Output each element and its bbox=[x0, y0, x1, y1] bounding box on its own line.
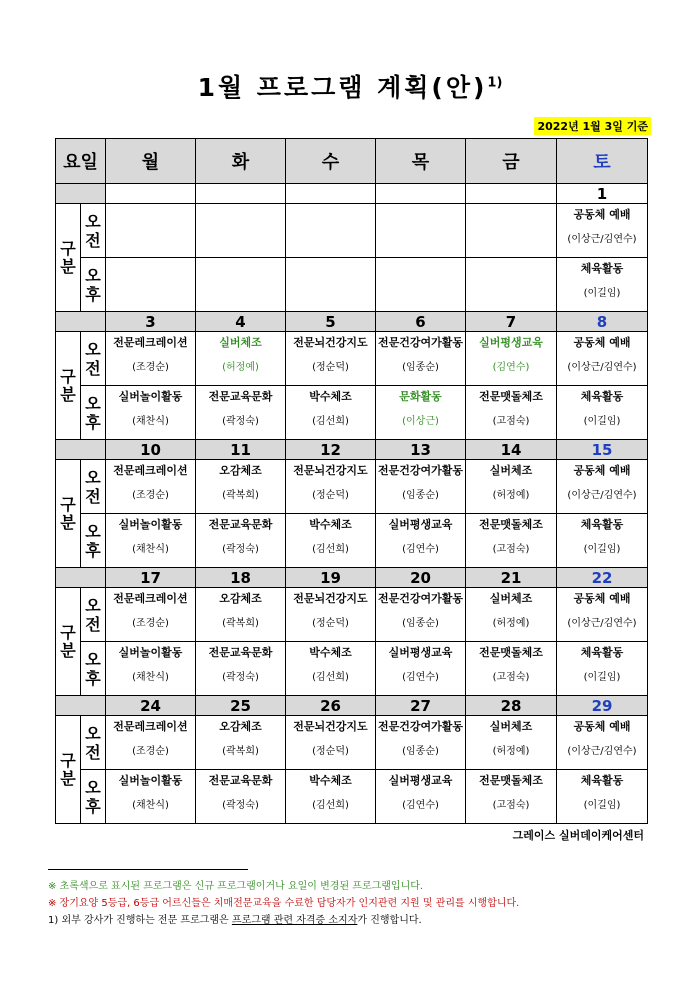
pm-label bbox=[81, 258, 106, 312]
program-name: 전문레크레이션 bbox=[113, 336, 188, 349]
program-name: 실버체조 bbox=[219, 336, 262, 349]
date-cell: 17 bbox=[106, 568, 196, 588]
program-name: 전문건강여가활동 bbox=[377, 592, 463, 605]
program-cell bbox=[466, 716, 557, 770]
am-label bbox=[81, 332, 106, 386]
staff-name: (이상근/김연수) bbox=[567, 234, 637, 245]
date-cell: 11 bbox=[196, 440, 286, 460]
program-cell bbox=[466, 258, 557, 312]
program-cell bbox=[466, 332, 557, 386]
title-footnote-mark: 1) bbox=[487, 75, 503, 91]
program-cell bbox=[557, 332, 648, 386]
date-row-lead bbox=[56, 312, 106, 332]
am-label bbox=[81, 588, 106, 642]
staff-name: (허정예) bbox=[492, 746, 530, 757]
staff-name: (정순덕) bbox=[312, 362, 349, 373]
gubun-label bbox=[56, 332, 81, 440]
program-cell bbox=[286, 204, 376, 258]
program-name: 전문뇌건강지도 bbox=[293, 336, 368, 349]
pm-row bbox=[56, 770, 648, 824]
program-cell bbox=[557, 258, 648, 312]
am-row bbox=[56, 460, 648, 514]
program-name: 전문뇌건강지도 bbox=[293, 720, 368, 733]
staff-name: (이길임) bbox=[583, 544, 621, 555]
staff-name: (임종순) bbox=[402, 618, 439, 629]
program-cell bbox=[196, 460, 286, 514]
program-cell bbox=[196, 770, 286, 824]
staff-name: (정순덕) bbox=[312, 746, 349, 757]
program-cell bbox=[376, 258, 466, 312]
date-cell bbox=[196, 184, 286, 204]
date-cell: 13 bbox=[376, 440, 466, 460]
program-cell bbox=[557, 588, 648, 642]
date-cell: 27 bbox=[376, 696, 466, 716]
program-name: 전문교육문화 bbox=[208, 518, 273, 531]
staff-name: (김연수) bbox=[402, 800, 439, 811]
pm-text: 오후 bbox=[85, 393, 101, 432]
program-name: 공동체 예배 bbox=[573, 720, 631, 733]
program-name: 오감체조 bbox=[219, 720, 262, 733]
date-row bbox=[56, 440, 648, 460]
program-cell bbox=[106, 588, 196, 642]
program-name: 전문레크레이션 bbox=[113, 720, 188, 733]
basis-date-badge: 2022년 1월 3일 기준 bbox=[534, 117, 651, 135]
staff-name: (김선희) bbox=[312, 800, 349, 811]
staff-name: (조경순) bbox=[132, 618, 169, 629]
program-name: 공동체 예배 bbox=[573, 464, 631, 477]
am-text: 오전 bbox=[85, 339, 101, 378]
date-row-lead bbox=[56, 696, 106, 716]
footnote-divider bbox=[48, 869, 248, 870]
date-cell: 12 bbox=[286, 440, 376, 460]
weekday-header: 월 bbox=[106, 139, 196, 184]
staff-name: (고점숙) bbox=[492, 544, 530, 555]
date-cell bbox=[376, 184, 466, 204]
program-name: 오감체조 bbox=[219, 592, 262, 605]
program-name: 체육활동 bbox=[580, 646, 624, 659]
program-cell bbox=[376, 386, 466, 440]
program-cell bbox=[376, 716, 466, 770]
program-cell bbox=[466, 460, 557, 514]
center-name: 그레이스 실버데이케어센터 bbox=[512, 829, 644, 842]
date-cell: 5 bbox=[286, 312, 376, 332]
am-text: 오전 bbox=[85, 467, 101, 506]
program-cell bbox=[106, 460, 196, 514]
program-cell bbox=[557, 386, 648, 440]
program-name: 실버놀이활동 bbox=[118, 774, 183, 787]
staff-name: (이상근/김연수) bbox=[567, 746, 637, 757]
pm-row bbox=[56, 258, 648, 312]
note-new-program: ※ 초록색으로 표시된 프로그램은 신규 프로그램이거나 요일이 변경된 프로그램입니다. bbox=[48, 881, 424, 892]
date-cell: 20 bbox=[376, 568, 466, 588]
staff-name: (곽정숙) bbox=[222, 544, 259, 555]
gubun-text: 구분 bbox=[60, 494, 76, 532]
staff-name: (허정예) bbox=[222, 362, 259, 373]
program-cell bbox=[106, 770, 196, 824]
program-name: 전문건강여가활동 bbox=[377, 336, 463, 349]
program-cell bbox=[466, 588, 557, 642]
program-name: 전문레크레이션 bbox=[113, 592, 188, 605]
am-row bbox=[56, 332, 648, 386]
program-cell bbox=[196, 514, 286, 568]
program-name: 박수체조 bbox=[309, 774, 352, 787]
program-cell bbox=[196, 386, 286, 440]
staff-name: (채찬식) bbox=[132, 544, 169, 555]
program-name: 오감체조 bbox=[219, 464, 262, 477]
staff-name: (임종순) bbox=[402, 490, 439, 501]
date-cell bbox=[106, 184, 196, 204]
program-name: 체육활동 bbox=[580, 262, 624, 275]
staff-name: (김연수) bbox=[492, 362, 530, 373]
program-cell bbox=[466, 514, 557, 568]
date-cell: 24 bbox=[106, 696, 196, 716]
staff-name: (조경순) bbox=[132, 490, 169, 501]
program-name: 전문맷돌체조 bbox=[479, 646, 543, 659]
weekday-header: 금 bbox=[466, 139, 557, 184]
program-name: 전문건강여가활동 bbox=[377, 720, 463, 733]
program-cell bbox=[286, 258, 376, 312]
program-cell bbox=[376, 642, 466, 696]
date-row-lead bbox=[56, 440, 106, 460]
weekday-header: 목 bbox=[376, 139, 466, 184]
date-row bbox=[56, 184, 648, 204]
program-name: 공동체 예배 bbox=[573, 208, 631, 221]
gubun-text: 구분 bbox=[60, 750, 76, 788]
staff-name: (이상근/김연수) bbox=[567, 490, 637, 501]
program-cell bbox=[376, 460, 466, 514]
date-cell: 10 bbox=[106, 440, 196, 460]
program-cell bbox=[466, 386, 557, 440]
program-name: 실버평생교육 bbox=[479, 336, 543, 349]
program-cell bbox=[376, 204, 466, 258]
program-cell bbox=[106, 258, 196, 312]
date-cell: 3 bbox=[106, 312, 196, 332]
staff-name: (채찬식) bbox=[132, 672, 169, 683]
date-row-lead bbox=[56, 568, 106, 588]
staff-name: (채찬식) bbox=[132, 800, 169, 811]
weekday-header-saturday: 토 bbox=[557, 139, 648, 184]
am-row bbox=[56, 716, 648, 770]
date-row bbox=[56, 568, 648, 588]
staff-name: (조경순) bbox=[132, 746, 169, 757]
weekday-header: 화 bbox=[196, 139, 286, 184]
date-cell: 28 bbox=[466, 696, 557, 716]
pm-label bbox=[81, 642, 106, 696]
pm-row bbox=[56, 642, 648, 696]
date-row bbox=[56, 696, 648, 716]
program-cell bbox=[106, 642, 196, 696]
yoil-header: 요일 bbox=[56, 139, 106, 184]
staff-name: (정순덕) bbox=[312, 490, 349, 501]
program-cell bbox=[466, 770, 557, 824]
program-cell bbox=[106, 386, 196, 440]
program-cell bbox=[557, 460, 648, 514]
pm-text: 오후 bbox=[85, 777, 101, 816]
program-cell bbox=[196, 716, 286, 770]
program-name: 전문뇌건강지도 bbox=[293, 592, 368, 605]
note-external-instructor: 1) 외부 강사가 진행하는 전문 프로그램은 프로그램 관련 자격증 소지자가 진행합니다. bbox=[48, 915, 422, 926]
staff-name: (고점숙) bbox=[492, 800, 530, 811]
program-cell bbox=[106, 514, 196, 568]
program-name: 문화활동 bbox=[399, 390, 442, 403]
program-name: 실버평생교육 bbox=[388, 774, 453, 787]
staff-name: (정순덕) bbox=[312, 618, 349, 629]
program-cell bbox=[286, 514, 376, 568]
program-cell bbox=[557, 204, 648, 258]
program-cell bbox=[286, 386, 376, 440]
program-cell bbox=[376, 588, 466, 642]
program-calendar-table bbox=[55, 138, 648, 824]
program-cell bbox=[286, 460, 376, 514]
staff-name: (허정예) bbox=[492, 618, 530, 629]
staff-name: (이상근) bbox=[402, 416, 439, 427]
note-grade-support: ※ 장기요양 5등급, 6등급 어르신들은 치매전문교육을 수료한 담당자가 인지관련 지원 및 관리를 시행합니다. bbox=[48, 898, 520, 909]
date-cell: 4 bbox=[196, 312, 286, 332]
gubun-label bbox=[56, 204, 81, 312]
program-cell bbox=[106, 716, 196, 770]
staff-name: (고점숙) bbox=[492, 416, 530, 427]
program-name: 실버체조 bbox=[489, 464, 533, 477]
am-text: 오전 bbox=[85, 595, 101, 634]
staff-name: (고점숙) bbox=[492, 672, 530, 683]
gubun-text: 구분 bbox=[60, 366, 76, 404]
program-name: 전문맷돌체조 bbox=[479, 390, 543, 403]
staff-name: (곽복희) bbox=[222, 490, 259, 501]
staff-name: (이길임) bbox=[583, 800, 621, 811]
am-label bbox=[81, 716, 106, 770]
staff-name: (임종순) bbox=[402, 362, 439, 373]
program-name: 전문맷돌체조 bbox=[479, 518, 543, 531]
date-cell bbox=[286, 184, 376, 204]
am-row bbox=[56, 588, 648, 642]
staff-name: (임종순) bbox=[402, 746, 439, 757]
program-name: 박수체조 bbox=[309, 390, 352, 403]
staff-name: (이길임) bbox=[583, 416, 621, 427]
staff-name: (곽복희) bbox=[222, 618, 259, 629]
weekday-header-row bbox=[56, 139, 648, 184]
program-cell bbox=[557, 642, 648, 696]
gubun-text: 구분 bbox=[60, 622, 76, 660]
date-cell: 8 bbox=[557, 312, 648, 332]
gubun-label bbox=[56, 460, 81, 568]
program-name: 전문교육문화 bbox=[208, 774, 273, 787]
program-cell bbox=[196, 642, 286, 696]
pm-text: 오후 bbox=[85, 521, 101, 560]
program-cell bbox=[106, 332, 196, 386]
staff-name: (이길임) bbox=[583, 672, 621, 683]
staff-name: (김연수) bbox=[402, 672, 439, 683]
date-cell: 21 bbox=[466, 568, 557, 588]
staff-name: (허정예) bbox=[492, 490, 530, 501]
date-cell: 15 bbox=[557, 440, 648, 460]
program-name: 실버평생교육 bbox=[388, 518, 453, 531]
date-cell: 19 bbox=[286, 568, 376, 588]
program-cell bbox=[557, 716, 648, 770]
program-cell bbox=[557, 770, 648, 824]
am-text: 오전 bbox=[85, 723, 101, 762]
program-cell bbox=[106, 204, 196, 258]
program-cell bbox=[286, 332, 376, 386]
program-name: 체육활동 bbox=[580, 390, 624, 403]
date-cell: 18 bbox=[196, 568, 286, 588]
pm-label bbox=[81, 514, 106, 568]
date-cell: 7 bbox=[466, 312, 557, 332]
program-cell bbox=[196, 204, 286, 258]
program-name: 전문건강여가활동 bbox=[377, 464, 463, 477]
program-name: 공동체 예배 bbox=[573, 592, 631, 605]
gubun-text: 구분 bbox=[60, 238, 76, 276]
program-name: 전문교육문화 bbox=[208, 646, 273, 659]
staff-name: (이상근/김연수) bbox=[567, 618, 637, 629]
program-name: 실버체조 bbox=[489, 592, 533, 605]
program-name: 실버놀이활동 bbox=[118, 646, 183, 659]
program-name: 박수체조 bbox=[309, 646, 352, 659]
date-cell: 26 bbox=[286, 696, 376, 716]
date-cell: 29 bbox=[557, 696, 648, 716]
am-label bbox=[81, 460, 106, 514]
page-title: 1월 프로그램 계획(안)$^{1)}$ bbox=[197, 73, 503, 102]
staff-name: (김연수) bbox=[402, 544, 439, 555]
program-name: 박수체조 bbox=[309, 518, 352, 531]
staff-name: (김선희) bbox=[312, 416, 349, 427]
program-cell bbox=[286, 588, 376, 642]
program-name: 전문교육문화 bbox=[208, 390, 273, 403]
staff-name: (곽복희) bbox=[222, 746, 259, 757]
program-cell bbox=[466, 204, 557, 258]
pm-text: 오후 bbox=[85, 265, 101, 304]
date-row bbox=[56, 312, 648, 332]
am-row bbox=[56, 204, 648, 258]
program-name: 실버체조 bbox=[489, 720, 533, 733]
date-cell: 25 bbox=[196, 696, 286, 716]
date-cell: 14 bbox=[466, 440, 557, 460]
program-name: 공동체 예배 bbox=[573, 336, 631, 349]
gubun-label bbox=[56, 588, 81, 696]
am-text: 오전 bbox=[85, 211, 101, 250]
program-cell bbox=[557, 514, 648, 568]
program-name: 실버평생교육 bbox=[388, 646, 453, 659]
program-cell bbox=[196, 258, 286, 312]
program-name: 실버놀이활동 bbox=[118, 518, 183, 531]
pm-text: 오후 bbox=[85, 649, 101, 688]
program-cell bbox=[196, 332, 286, 386]
program-name: 실버놀이활동 bbox=[118, 390, 183, 403]
program-name: 체육활동 bbox=[580, 774, 624, 787]
program-name: 전문맷돌체조 bbox=[479, 774, 543, 787]
date-cell bbox=[466, 184, 557, 204]
program-cell bbox=[286, 642, 376, 696]
staff-name: (김선희) bbox=[312, 672, 349, 683]
date-cell: 22 bbox=[557, 568, 648, 588]
weekday-header: 수 bbox=[286, 139, 376, 184]
date-cell: 1 bbox=[557, 184, 648, 204]
program-name: 전문레크레이션 bbox=[113, 464, 188, 477]
staff-name: (김선희) bbox=[312, 544, 349, 555]
program-cell bbox=[286, 716, 376, 770]
pm-row bbox=[56, 386, 648, 440]
pm-label bbox=[81, 770, 106, 824]
staff-name: (곽정숙) bbox=[222, 672, 259, 683]
am-label bbox=[81, 204, 106, 258]
program-cell bbox=[286, 770, 376, 824]
staff-name: (이길임) bbox=[583, 288, 621, 299]
pm-label bbox=[81, 386, 106, 440]
date-row-lead bbox=[56, 184, 106, 204]
program-cell bbox=[196, 588, 286, 642]
pm-row bbox=[56, 514, 648, 568]
date-cell: 6 bbox=[376, 312, 466, 332]
program-cell bbox=[376, 514, 466, 568]
program-name: 체육활동 bbox=[580, 518, 624, 531]
staff-name: (채찬식) bbox=[132, 416, 169, 427]
program-cell bbox=[376, 332, 466, 386]
staff-name: (이상근/김연수) bbox=[567, 362, 637, 373]
program-cell bbox=[376, 770, 466, 824]
gubun-label bbox=[56, 716, 81, 824]
staff-name: (곽정숙) bbox=[222, 800, 259, 811]
program-cell bbox=[466, 642, 557, 696]
program-name: 전문뇌건강지도 bbox=[293, 464, 368, 477]
staff-name: (조경순) bbox=[132, 362, 169, 373]
staff-name: (곽정숙) bbox=[222, 416, 259, 427]
